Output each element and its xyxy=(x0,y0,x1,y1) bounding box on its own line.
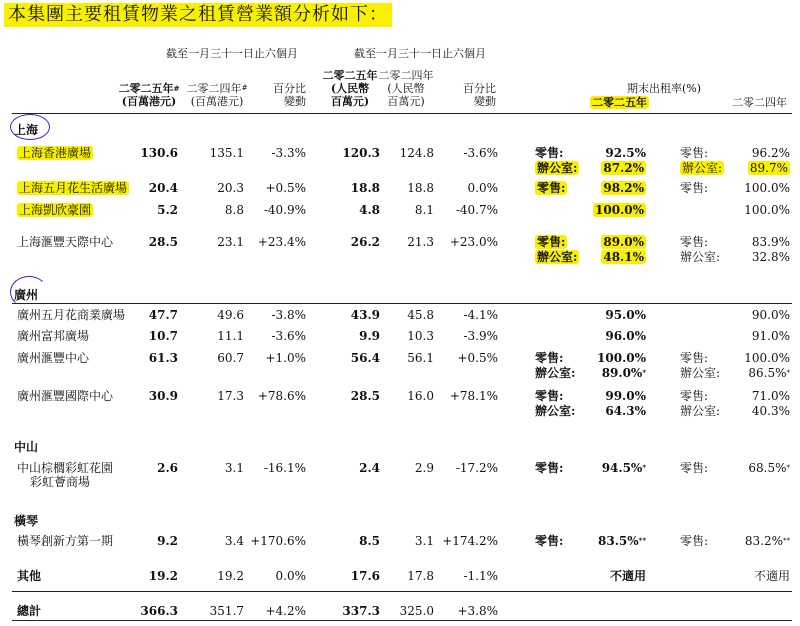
rmb-2025-value: 9.9 xyxy=(359,329,380,343)
occ-value-text: 100.0% xyxy=(595,203,644,217)
occ-label-2024 xyxy=(680,250,720,264)
hk-2024-value: 23.1 xyxy=(217,235,244,249)
hk-2025-value: 61.3 xyxy=(148,351,178,365)
occ-label-2025 xyxy=(535,235,567,249)
occ-label-2025 xyxy=(535,461,563,475)
occ-value-text: 100.0% xyxy=(744,181,790,195)
occ-value-2024 xyxy=(728,308,790,322)
hk-2025-value: 130.6 xyxy=(140,146,178,160)
occ-value-2024 xyxy=(728,329,790,343)
hk-2025-value: 2.6 xyxy=(157,461,178,475)
pct-change: -16.1% xyxy=(263,461,306,475)
rmb-2025-value: 28.5 xyxy=(350,389,380,403)
rmb-2025-value: 8.5 xyxy=(359,534,380,548)
occ-value-text: 96.2% xyxy=(751,146,790,160)
property-name-line2: 彩虹薈商場 xyxy=(30,475,91,489)
hk-2024-value: 135.1 xyxy=(209,146,244,160)
occ-value-2025 xyxy=(580,534,646,548)
occ-value-text: 100.0% xyxy=(597,351,646,365)
col-pct: 百分比 變動 xyxy=(273,82,306,108)
occ-value-2025 xyxy=(580,203,646,217)
occ-label-2025 xyxy=(535,404,575,418)
hk-2024-value: 49.6 xyxy=(217,308,244,322)
occ-value-2024 xyxy=(728,404,790,418)
occ-value-text: 89.7% xyxy=(749,161,788,175)
occ-value-text: 96.0% xyxy=(605,329,646,343)
pct-change: -3.3% xyxy=(271,146,306,160)
rmb-2024-value: 10.3 xyxy=(407,329,434,343)
pct2-change: -17.2% xyxy=(455,461,498,475)
rmb-2024-value: 124.8 xyxy=(399,146,434,160)
hk-2024-value: 17.3 xyxy=(217,389,244,403)
pct-change: 0.0% xyxy=(275,569,306,583)
hk-2025-value: 9.2 xyxy=(157,534,178,548)
occ-value-text: 100.0% xyxy=(744,203,790,217)
occ-value-2024 xyxy=(728,203,790,217)
rmb-2024-value: 21.3 xyxy=(407,235,434,249)
property-name-text: 上海凱欣豪園 xyxy=(19,203,92,217)
pct2-change: -3.6% xyxy=(463,146,498,160)
occ-label-2024 xyxy=(680,366,720,380)
occ-label-text: 辦公室: xyxy=(680,366,721,380)
rmb-2024-value: 18.8 xyxy=(407,181,434,195)
page-title: 本集團主要租賃物業之租賃營業額分析如下： xyxy=(4,3,392,27)
hk-2025-value: 20.4 xyxy=(148,181,178,195)
occ-value-text: 91.0% xyxy=(751,329,790,343)
occ-label-text: 辦公室: xyxy=(537,250,578,264)
occ-value-2024 xyxy=(728,146,790,160)
rmb-2025-value: 4.8 xyxy=(359,203,380,217)
property-name-text: 上海五月花生活廣場 xyxy=(19,181,128,195)
pct-change: -3.6% xyxy=(271,329,306,343)
occ-value-2025 xyxy=(580,389,646,403)
property-name-text: 橫琴創新方第一期 xyxy=(17,534,114,548)
header-rule xyxy=(12,113,792,114)
occ-value-text: 98.2% xyxy=(603,181,644,195)
hk-2025-value: 10.7 xyxy=(148,329,178,343)
occ-label-text: 零售: xyxy=(535,461,564,475)
col-occ-2025: 二零二五年 xyxy=(592,96,647,109)
occ-value-2025 xyxy=(580,250,646,264)
hk-2025-value: 5.2 xyxy=(157,203,178,217)
occ-label-2025 xyxy=(535,250,579,264)
occ-label-text: 辦公室: xyxy=(537,161,578,175)
occ-label-text: 零售: xyxy=(537,181,566,195)
rmb-2025-value: 56.4 xyxy=(350,351,380,365)
occ-label-text: 零售: xyxy=(680,461,709,475)
pct2-change: -40.7% xyxy=(455,203,498,217)
rmb-2025-value: 120.3 xyxy=(342,146,380,160)
pct-change: +4.2% xyxy=(265,604,306,618)
property-name xyxy=(17,569,41,583)
region-shanghai: 上海 xyxy=(14,123,39,137)
occ-label-2025 xyxy=(535,161,579,175)
occ-label-2025 xyxy=(535,389,563,403)
region-rule xyxy=(12,303,792,304)
occ-value-text: 83.5% xyxy=(598,534,639,548)
pct2-change: -3.9% xyxy=(463,329,498,343)
hk-2024-value: 351.7 xyxy=(209,604,244,618)
total-rule-top xyxy=(12,591,792,592)
occ-value-text: 68.5% xyxy=(748,461,787,475)
occ-label-2025 xyxy=(535,181,567,195)
col-rmb-2024: 二零二四年 (人民幣 百萬元) xyxy=(378,69,434,108)
col-occ-2024: 二零二四年 xyxy=(732,96,787,109)
rmb-2024-value: 3.1 xyxy=(414,534,434,548)
hk-2024-value: 60.7 xyxy=(217,351,244,365)
col-hk-2025: 二零二五年# (百萬港元) xyxy=(118,82,180,108)
property-name xyxy=(17,461,113,475)
pct-change: -3.8% xyxy=(271,308,306,322)
rmb-2025-value: 26.2 xyxy=(350,235,380,249)
rmb-2024-value: 56.1 xyxy=(407,351,434,365)
property-name-text: 廣州滙豐國際中心 xyxy=(17,389,114,403)
pct2-change: +3.8% xyxy=(457,604,498,618)
region-zhongshan: 中山 xyxy=(14,440,39,454)
property-name-text: 上海香港廣場 xyxy=(19,146,92,160)
occ-label-2025 xyxy=(535,366,575,380)
pct-change: +0.5% xyxy=(265,181,306,195)
occ-label-text: 零售: xyxy=(680,351,709,365)
property-name xyxy=(17,308,125,322)
occ-value-text: 94.5% xyxy=(601,461,643,475)
occ-value-2024 xyxy=(728,161,790,175)
property-name xyxy=(17,351,89,365)
occ-label-2024 xyxy=(680,181,708,195)
occ-value-text: 64.3% xyxy=(605,404,646,418)
hk-2025-value: 47.7 xyxy=(148,308,178,322)
property-name-text: 總計 xyxy=(17,604,42,618)
occ-value-text: 92.5% xyxy=(605,146,646,160)
period-header-hk: 截至一月三十一日止六個月 xyxy=(166,47,298,60)
occ-value-text: 86.5% xyxy=(748,366,787,380)
occ-value-text: 48.1% xyxy=(603,250,644,264)
occ-value-2025 xyxy=(580,161,646,175)
pct-change: +78.6% xyxy=(257,389,306,403)
property-name xyxy=(17,389,113,403)
occ-value-2024 xyxy=(728,461,790,475)
footnote-mark: ** xyxy=(783,537,790,545)
property-name-text: 廣州富邦廣場 xyxy=(17,329,90,343)
hk-2025-value: 28.5 xyxy=(148,235,178,249)
hk-2025-value: 30.9 xyxy=(148,389,178,403)
occ-label-2024 xyxy=(680,534,708,548)
occ-label-text: 零售: xyxy=(680,181,709,195)
occ-label-2024 xyxy=(680,389,708,403)
occupancy-header: 期末出租率(%) xyxy=(626,82,702,95)
occ-value-text: 83.9% xyxy=(751,235,790,249)
occ-label-2024 xyxy=(680,235,708,249)
occ-value-text: 不適用 xyxy=(609,569,646,583)
rmb-2024-value: 325.0 xyxy=(399,604,434,618)
rmb-2024-value: 16.0 xyxy=(407,389,434,403)
property-name xyxy=(17,203,93,217)
pct2-change: +23.0% xyxy=(449,235,498,249)
pct2-change: -4.1% xyxy=(463,308,498,322)
hk-2025-value: 19.2 xyxy=(148,569,178,583)
property-name-text: 廣州五月花商業廣場 xyxy=(17,308,126,322)
pct2-change: -1.1% xyxy=(463,569,498,583)
occ-value-2025 xyxy=(580,308,646,322)
rmb-2024-value: 8.1 xyxy=(414,203,434,217)
col-pct2: 百分比 變動 xyxy=(463,82,496,108)
occ-label-text: 零售: xyxy=(537,235,566,249)
rmb-2024-value: 45.8 xyxy=(407,308,434,322)
occ-label-2024 xyxy=(680,404,720,418)
hk-2024-value: 3.4 xyxy=(224,534,244,548)
property-name xyxy=(17,604,41,618)
total-rule-bottom xyxy=(12,620,792,621)
hk-2024-value: 19.2 xyxy=(217,569,244,583)
occ-label-text: 零售: xyxy=(535,351,564,365)
occ-label-2025 xyxy=(535,534,563,548)
property-name-text: 中山棕櫚彩虹花園 xyxy=(17,461,114,475)
col-hk-2024: 二零二四年# (百萬港元) xyxy=(186,82,248,108)
occ-label-2024 xyxy=(680,161,724,175)
occ-value-text: 89.0% xyxy=(603,235,644,249)
occ-value-2025 xyxy=(580,329,646,343)
occ-value-2024 xyxy=(728,250,790,264)
occ-value-text: 89.0% xyxy=(601,366,643,380)
property-name xyxy=(17,235,113,249)
hk-2024-value: 3.1 xyxy=(224,461,244,475)
pct2-change: +174.2% xyxy=(442,534,498,548)
occ-value-2025 xyxy=(580,569,646,583)
occ-value-2024 xyxy=(728,534,790,548)
col-rmb-2025: 二零二五年 (人民幣 百萬元) xyxy=(322,69,378,108)
occ-value-text: 95.0% xyxy=(605,308,646,322)
occ-label-text: 辦公室: xyxy=(680,250,721,264)
pct2-change: 0.0% xyxy=(467,181,498,195)
hk-2024-value: 8.8 xyxy=(224,203,244,217)
rmb-2025-value: 43.9 xyxy=(350,308,380,322)
occ-value-text: 90.0% xyxy=(751,308,790,322)
pct-change: +23.4% xyxy=(257,235,306,249)
hk-2024-value: 11.1 xyxy=(217,329,244,343)
rmb-2025-value: 337.3 xyxy=(342,604,380,618)
occ-value-text: 83.2% xyxy=(744,534,783,548)
occ-value-2025 xyxy=(580,235,646,249)
occ-value-text: 32.8% xyxy=(751,250,790,264)
occ-label-text: 零售: xyxy=(680,389,709,403)
footnote-mark: * xyxy=(642,463,646,472)
footnote-mark: * xyxy=(786,464,790,472)
occ-label-text: 零售: xyxy=(535,534,564,548)
hk-2025-value: 366.3 xyxy=(140,604,178,618)
occ-value-text: 99.0% xyxy=(605,389,646,403)
period-header-rmb: 截至一月三十一日止六個月 xyxy=(354,47,486,60)
occ-label-text: 辦公室: xyxy=(682,161,723,175)
region-guangzhou: 廣州 xyxy=(14,288,39,302)
occ-label-text: 零售: xyxy=(680,534,709,548)
occ-label-text: 零售: xyxy=(680,235,709,249)
occ-value-text: 100.0% xyxy=(744,351,790,365)
annotation-circle xyxy=(10,114,50,140)
occ-value-text: 71.0% xyxy=(751,389,790,403)
occ-label-text: 辦公室: xyxy=(535,366,576,380)
pct2-change: +78.1% xyxy=(449,389,498,403)
occ-label-2025 xyxy=(535,351,563,365)
occ-value-2024 xyxy=(728,181,790,195)
occ-label-2024 xyxy=(680,351,708,365)
rmb-2024-value: 2.9 xyxy=(414,461,434,475)
occ-value-2024 xyxy=(728,351,790,365)
occ-value-2024 xyxy=(728,366,790,380)
occ-label-text: 辦公室: xyxy=(680,404,721,418)
property-name xyxy=(17,181,129,195)
occ-value-2025 xyxy=(580,461,646,475)
occ-label-text: 零售: xyxy=(535,146,564,160)
pct-change: -40.9% xyxy=(263,203,306,217)
rmb-2024-value: 17.8 xyxy=(407,569,434,583)
pct-change: +1.0% xyxy=(265,351,306,365)
property-name xyxy=(17,329,89,343)
occ-value-2024 xyxy=(728,235,790,249)
occ-value-2025 xyxy=(580,404,646,418)
property-name xyxy=(17,146,93,160)
occ-value-2025 xyxy=(580,366,646,380)
occ-value-text: 40.3% xyxy=(751,404,790,418)
occ-value-2025 xyxy=(580,181,646,195)
region-hengqin: 橫琴 xyxy=(14,514,39,528)
occ-label-text: 零售: xyxy=(680,146,709,160)
footnote-mark: * xyxy=(786,369,790,377)
property-name-text: 其他 xyxy=(17,569,42,583)
occ-value-text: 87.2% xyxy=(603,161,644,175)
rmb-2025-value: 2.4 xyxy=(359,461,380,475)
pct-change: +170.6% xyxy=(250,534,306,548)
occ-label-2025 xyxy=(535,146,563,160)
occ-value-2024 xyxy=(728,389,790,403)
occ-label-2024 xyxy=(680,146,708,160)
occ-value-2025 xyxy=(580,146,646,160)
property-name-text: 廣州滙豐中心 xyxy=(17,351,90,365)
property-name-text: 上海滙豐天際中心 xyxy=(17,235,114,249)
occ-value-2025 xyxy=(580,351,646,365)
footnote-mark: * xyxy=(642,368,646,377)
rmb-2025-value: 18.8 xyxy=(350,181,380,195)
rmb-2025-value: 17.6 xyxy=(350,569,380,583)
hk-2024-value: 20.3 xyxy=(217,181,244,195)
footnote-mark: ** xyxy=(638,536,646,545)
occ-label-text: 辦公室: xyxy=(535,404,576,418)
occ-value-2024 xyxy=(728,569,790,583)
property-name xyxy=(17,534,113,548)
occ-label-text: 零售: xyxy=(535,389,564,403)
occ-value-text: 不適用 xyxy=(753,569,790,583)
occ-label-2024 xyxy=(680,461,708,475)
pct2-change: +0.5% xyxy=(457,351,498,365)
